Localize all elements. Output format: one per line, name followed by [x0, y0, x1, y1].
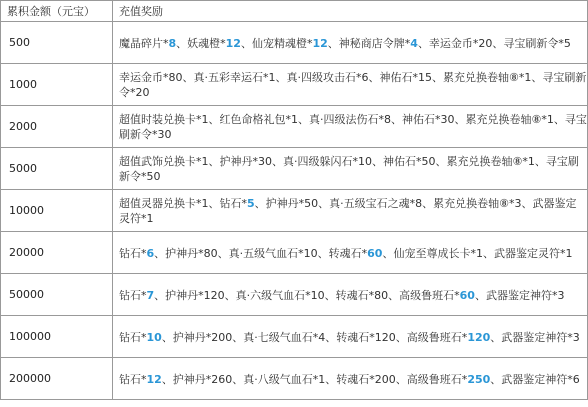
reward-text: 、武器鉴定神符*3: [490, 330, 580, 344]
table-row: [1, 106, 588, 148]
table-row: [1, 64, 588, 106]
amount-cell: 20000: [1, 232, 113, 274]
reward-cell: [113, 106, 588, 148]
reward-text: 、护神丹*120、真·六级气血石*10、转魂石*80、高级鲁班石*: [154, 288, 460, 302]
table-row: [1, 232, 588, 274]
highlighted-quantity: 8: [168, 36, 177, 50]
reward-text: 、护神丹*50、真·五级宝石之魂*8、累充兑换卷轴⑧*3、武器鉴定灵符*1: [119, 197, 577, 225]
highlighted-quantity: 12: [146, 372, 162, 386]
amount-cell: 50000: [1, 274, 113, 316]
reward-cell: [113, 232, 588, 274]
highlighted-quantity: 60: [367, 246, 383, 260]
amount-cell: 1000: [1, 64, 113, 106]
table-row: [1, 22, 588, 64]
amount-column-header: 累积金额（元宝）: [1, 1, 113, 22]
reward-text: 钻石*: [119, 330, 147, 344]
highlighted-quantity: 10: [146, 330, 162, 344]
highlighted-quantity: 12: [225, 36, 241, 50]
reward-text: 钻石*: [119, 372, 147, 386]
reward-cell: [113, 274, 588, 316]
reward-text: 魔晶碎片*: [119, 36, 169, 50]
reward-text: 、武器鉴定神符*6: [490, 372, 580, 386]
reward-text: 幸运金币*80、真·五彩幸运石*1、真·四级攻击石*6、神佑石*15、累充兑换卷轴⑧*1、寻宝刷新令*20: [119, 71, 587, 99]
reward-text: 、武器鉴定神符*3: [474, 288, 565, 302]
reward-text: 超值武饰兑换卡*1、护神丹*30、真·四级躲闪石*10、神佑石*50、累充兑换卷轴⑧*1、寻宝刷新令*50: [119, 155, 579, 183]
reward-text: 、仙宠至尊成长卡*1、武器鉴定灵符*1: [382, 246, 573, 260]
highlighted-quantity: 6: [146, 246, 155, 260]
table-row: [1, 148, 588, 190]
highlighted-quantity: 4: [410, 36, 418, 50]
reward-text: 、护神丹*260、真·八级气血石*1、转魂石*200、高级鲁班石*: [161, 372, 468, 386]
amount-cell: 200000: [1, 358, 113, 400]
reward-text: 、护神丹*80、真·五级气血石*10、转魂石*: [154, 246, 368, 260]
highlighted-quantity: 5: [247, 197, 255, 210]
reward-text: 、神秘商店令牌*: [327, 36, 411, 50]
reward-text: 钻石*: [119, 288, 147, 302]
table-row: [1, 358, 588, 400]
reward-cell: [113, 22, 588, 64]
amount-cell: 10000: [1, 190, 113, 232]
amount-cell: 100000: [1, 316, 113, 358]
table-row: [1, 190, 588, 232]
reward-cell: [113, 190, 588, 232]
reward-cell: [113, 64, 588, 106]
table-row: [1, 274, 588, 316]
reward-column-header: 充值奖励: [113, 1, 588, 22]
reward-cell: [113, 148, 588, 190]
highlighted-quantity: 12: [312, 36, 328, 50]
reward-text: 、护神丹*200、真·七级气血石*4、转魂石*120、高级鲁班石*: [161, 330, 468, 344]
amount-cell: 500: [1, 22, 113, 64]
highlighted-quantity: 250: [467, 372, 491, 386]
amount-cell: 5000: [1, 148, 113, 190]
highlighted-quantity: 120: [467, 330, 491, 344]
reward-text: 、妖魂橙*: [176, 36, 226, 50]
reward-text: 、仙宠精魂橙*: [240, 36, 313, 50]
reward-text: 超值时装兑换卡*1、红色命格礼包*1、真·四级法伤石*8、神佑石*30、累充兑换卷轴⑧*1、寻宝刷新令*30: [119, 113, 587, 141]
table-row: [1, 316, 588, 358]
reward-cell: [113, 358, 588, 400]
reward-text: 、幸运金币*20、寻宝刷新令*5: [417, 36, 571, 50]
highlighted-quantity: 7: [146, 288, 155, 302]
reward-text: 超值灵器兑换卡*1、钻石*: [119, 197, 247, 210]
reward-cell: [113, 316, 588, 358]
highlighted-quantity: 60: [459, 288, 475, 302]
reward-text: 钻石*: [119, 246, 147, 260]
amount-cell: 2000: [1, 106, 113, 148]
reward-rows: [1, 22, 588, 400]
header-row: [1, 1, 588, 22]
